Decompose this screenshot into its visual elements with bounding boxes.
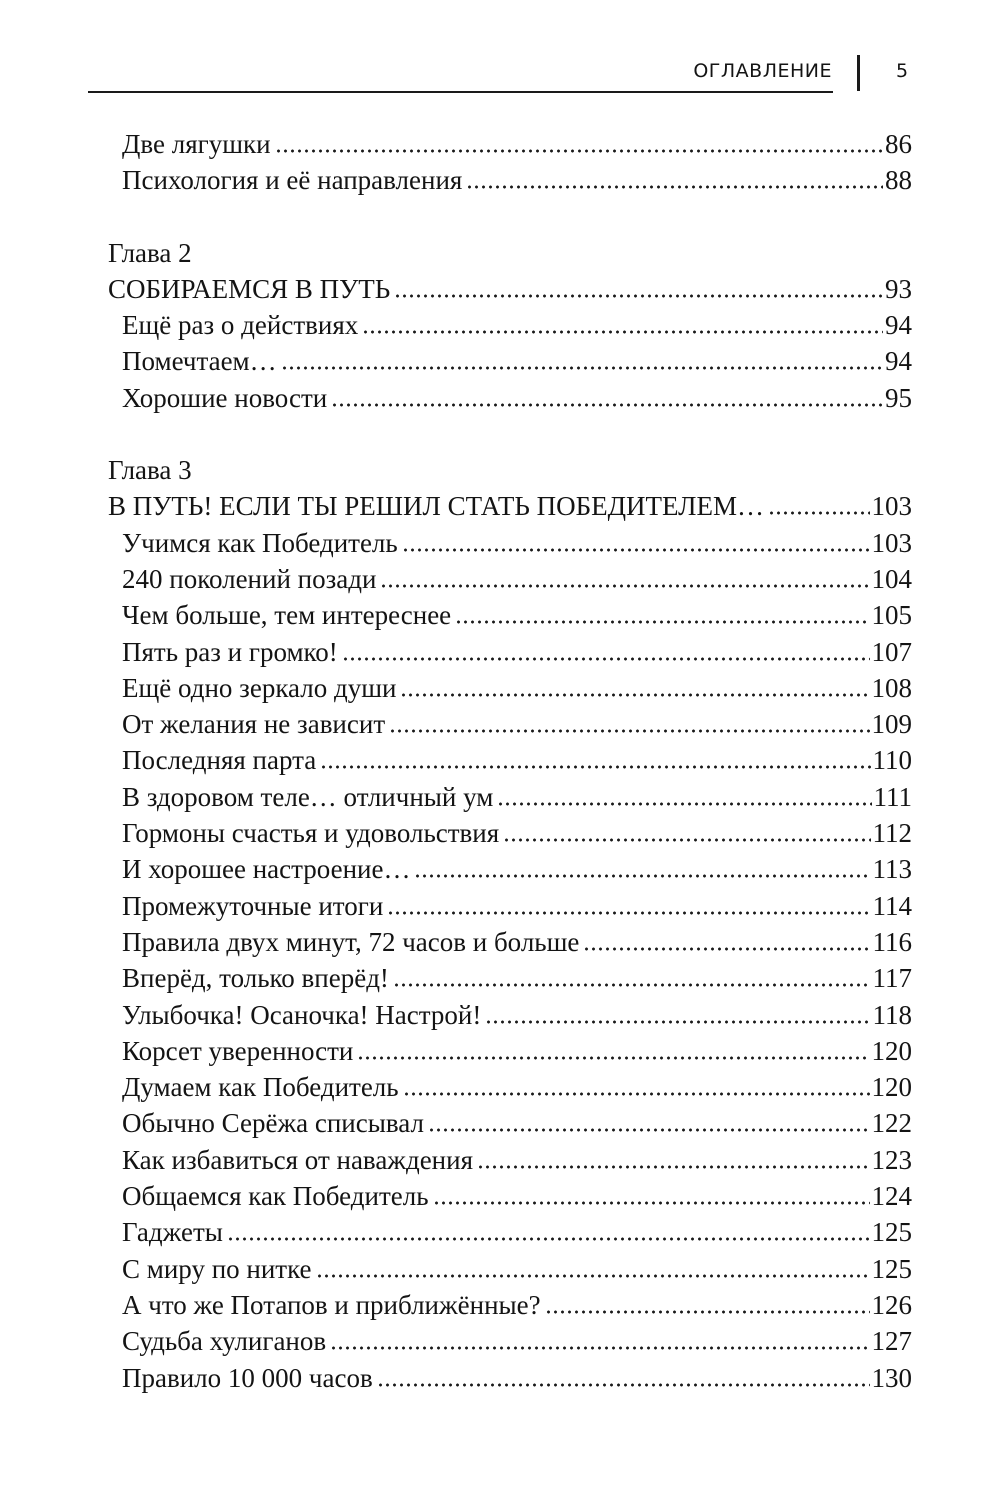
dot-leader bbox=[393, 983, 871, 987]
dot-leader bbox=[402, 548, 870, 552]
toc-entry-page: 109 bbox=[871, 709, 912, 740]
toc-entry-title: Вперёд, только вперёд! bbox=[122, 963, 389, 994]
chapter-3-label: Глава 3 bbox=[108, 455, 192, 486]
toc-entry-title: Обычно Серёжа списывал bbox=[122, 1108, 424, 1139]
toc-entry-page: 116 bbox=[872, 926, 912, 957]
dot-leader bbox=[380, 584, 869, 588]
dot-leader bbox=[466, 185, 883, 189]
toc-entry-page: 86 bbox=[885, 129, 912, 159]
toc-entry-title: Промежуточные итоги bbox=[122, 890, 384, 921]
toc-entry-title: Хорошие новости bbox=[122, 382, 328, 413]
dot-leader bbox=[503, 838, 870, 842]
chapter-3-title: В ПУТЬ! ЕСЛИ ТЫ РЕШИЛ СТАТЬ ПОБЕДИТЕЛЕМ… bbox=[108, 491, 764, 522]
dot-leader bbox=[316, 1274, 870, 1278]
toc-entry-title: Ещё одно зеркало души bbox=[122, 672, 397, 703]
dot-leader bbox=[357, 1056, 869, 1060]
dot-leader bbox=[583, 947, 870, 951]
toc-entry-page: 120 bbox=[871, 1072, 912, 1103]
running-head-rule bbox=[88, 91, 833, 93]
running-head-separator bbox=[857, 55, 860, 91]
toc-entry-page: 130 bbox=[871, 1362, 912, 1393]
toc-entry[interactable] bbox=[108, 670, 912, 706]
table-of-contents bbox=[108, 126, 912, 1396]
spacer bbox=[108, 199, 912, 235]
toc-entry[interactable] bbox=[108, 634, 912, 670]
toc-entry[interactable] bbox=[108, 597, 912, 633]
toc-entry[interactable] bbox=[108, 343, 912, 379]
chapter-3-sections bbox=[108, 525, 912, 1396]
dot-leader bbox=[485, 1020, 870, 1024]
toc-entry-title: Учимся как Победитель bbox=[122, 527, 398, 558]
toc-entry-page: 108 bbox=[871, 672, 912, 703]
toc-entry-page: 103 bbox=[871, 527, 912, 558]
toc-entry-page: 112 bbox=[872, 818, 912, 849]
running-head bbox=[88, 58, 918, 98]
toc-entry-title: Пять раз и громко! bbox=[122, 636, 338, 667]
toc-entry[interactable] bbox=[108, 1069, 912, 1105]
toc-entry-page: 111 bbox=[873, 781, 912, 812]
toc-entry-page: 117 bbox=[872, 963, 912, 994]
toc-entry-title: Чем больше, тем интереснее bbox=[122, 600, 452, 631]
toc-entry-title: И хорошее настроение… bbox=[122, 854, 411, 885]
toc-entry-page: 113 bbox=[872, 854, 912, 885]
page-number: 5 bbox=[896, 60, 909, 82]
chapter-2-title-row[interactable] bbox=[108, 271, 912, 307]
toc-entry-title: Последняя парта bbox=[122, 745, 317, 776]
chapter-3-title-row[interactable] bbox=[108, 488, 912, 524]
toc-entry-title: Гормоны счастья и удовольствия bbox=[122, 818, 500, 849]
running-head-title: ОГЛАВЛЕНИЕ bbox=[693, 60, 832, 82]
toc-entry-title: В здоровом теле… отличный ум bbox=[122, 781, 494, 812]
toc-entry-page: 125 bbox=[871, 1217, 912, 1248]
toc-entry[interactable] bbox=[108, 1287, 912, 1323]
dot-leader bbox=[227, 1237, 870, 1241]
toc-entry-title: Общаемся как Победитель bbox=[122, 1181, 429, 1212]
toc-entry-title: Судьба хулиганов bbox=[122, 1326, 327, 1357]
toc-entry-page: 123 bbox=[871, 1144, 912, 1175]
toc-entry-page: 122 bbox=[871, 1108, 912, 1139]
toc-entry-title: Помечтаем… bbox=[122, 346, 277, 377]
toc-entry-title: Корсет уверенности bbox=[122, 1035, 354, 1066]
dot-leader bbox=[387, 911, 870, 915]
toc-entry[interactable] bbox=[108, 888, 912, 924]
chapter-2-label: Глава 2 bbox=[108, 237, 192, 268]
toc-entry-page: 107 bbox=[871, 636, 912, 667]
toc-entry[interactable] bbox=[108, 779, 912, 815]
dot-leader bbox=[414, 874, 870, 878]
toc-entry-title: Думаем как Победитель bbox=[122, 1072, 399, 1103]
toc-entry-title: Правило 10 000 часов bbox=[122, 1362, 373, 1393]
toc-entry-title: Правила двух минут, 72 часов и больше bbox=[122, 926, 580, 957]
toc-entry-page: 118 bbox=[872, 999, 912, 1030]
toc-entry[interactable] bbox=[108, 1033, 912, 1069]
dot-leader bbox=[275, 149, 883, 153]
toc-entry-title: Психология и её направления bbox=[122, 165, 463, 196]
dot-leader bbox=[433, 1201, 870, 1205]
toc-entry-page: 120 bbox=[871, 1035, 912, 1066]
toc-entry[interactable] bbox=[108, 1142, 912, 1178]
toc-entry[interactable] bbox=[108, 1105, 912, 1141]
dot-leader bbox=[389, 729, 869, 733]
toc-entry-page: 124 bbox=[871, 1181, 912, 1212]
chapter-3-page: 103 bbox=[871, 491, 912, 522]
toc-entry-page: 127 bbox=[871, 1326, 912, 1357]
dot-leader bbox=[545, 1310, 870, 1314]
toc-entry-title: Улыбочка! Осаночка! Настрой! bbox=[122, 999, 482, 1030]
toc-entry-page: 105 bbox=[871, 600, 912, 631]
chapter-2-title: СОБИРАЕМСЯ В ПУТЬ bbox=[108, 273, 391, 304]
toc-entry[interactable] bbox=[108, 960, 912, 996]
dot-leader bbox=[400, 693, 869, 697]
toc-entry-title: 240 поколений позади bbox=[122, 563, 377, 594]
toc-entry-title: Как избавиться от наваждения bbox=[122, 1144, 473, 1175]
dot-leader bbox=[342, 657, 870, 661]
toc-entry-page: 125 bbox=[871, 1253, 912, 1284]
toc-entry-page: 94 bbox=[885, 310, 912, 341]
toc-entry[interactable] bbox=[108, 1323, 912, 1359]
toc-entry[interactable] bbox=[108, 307, 912, 343]
chapter-2-page: 93 bbox=[885, 273, 912, 304]
toc-entry[interactable] bbox=[108, 851, 912, 887]
toc-entry-title: С миру по нитке bbox=[122, 1253, 312, 1284]
chapter-2-sections bbox=[108, 307, 912, 416]
toc-entry[interactable] bbox=[108, 1360, 912, 1396]
dot-leader bbox=[377, 1383, 870, 1387]
toc-entry-title: Гаджеты bbox=[122, 1217, 223, 1248]
toc-entry-title: А что же Потапов и приближённые? bbox=[122, 1289, 541, 1320]
dot-leader bbox=[331, 403, 883, 407]
dot-leader bbox=[477, 1165, 870, 1169]
toc-entry[interactable] bbox=[108, 126, 912, 162]
toc-entry-page: 104 bbox=[871, 563, 912, 594]
intro-entries bbox=[108, 126, 912, 199]
spacer bbox=[108, 416, 912, 452]
toc-entry[interactable] bbox=[108, 815, 912, 851]
dot-leader bbox=[362, 330, 883, 334]
toc-entry-page: 95 bbox=[885, 382, 912, 413]
dot-leader bbox=[281, 366, 883, 370]
dot-leader bbox=[403, 1092, 870, 1096]
toc-entry[interactable] bbox=[108, 997, 912, 1033]
toc-entry[interactable] bbox=[108, 1251, 912, 1287]
toc-entry-page: 88 bbox=[885, 165, 912, 196]
toc-entry-title: Ещё раз о действиях bbox=[122, 310, 359, 341]
dot-leader bbox=[394, 294, 883, 298]
toc-entry-page: 126 bbox=[871, 1289, 912, 1320]
dot-leader bbox=[428, 1128, 870, 1132]
toc-entry[interactable] bbox=[108, 924, 912, 960]
dot-leader bbox=[768, 511, 870, 515]
dot-leader bbox=[497, 802, 871, 806]
toc-entry[interactable] bbox=[108, 162, 912, 198]
toc-entry[interactable] bbox=[108, 525, 912, 561]
toc-entry-page: 110 bbox=[872, 745, 912, 776]
toc-entry-page: 94 bbox=[885, 346, 912, 377]
toc-entry-page: 114 bbox=[872, 890, 912, 921]
dot-leader bbox=[320, 765, 870, 769]
toc-entry[interactable] bbox=[108, 1214, 912, 1250]
toc-entry-title: Две лягушки bbox=[122, 129, 271, 159]
dot-leader bbox=[455, 620, 869, 624]
toc-entry-title: От желания не зависит bbox=[122, 709, 386, 740]
dot-leader bbox=[330, 1346, 869, 1350]
toc-entry[interactable] bbox=[108, 380, 912, 416]
toc-entry[interactable] bbox=[108, 561, 912, 597]
toc-entry[interactable] bbox=[108, 742, 912, 778]
toc-entry[interactable] bbox=[108, 1178, 912, 1214]
toc-entry[interactable] bbox=[108, 706, 912, 742]
